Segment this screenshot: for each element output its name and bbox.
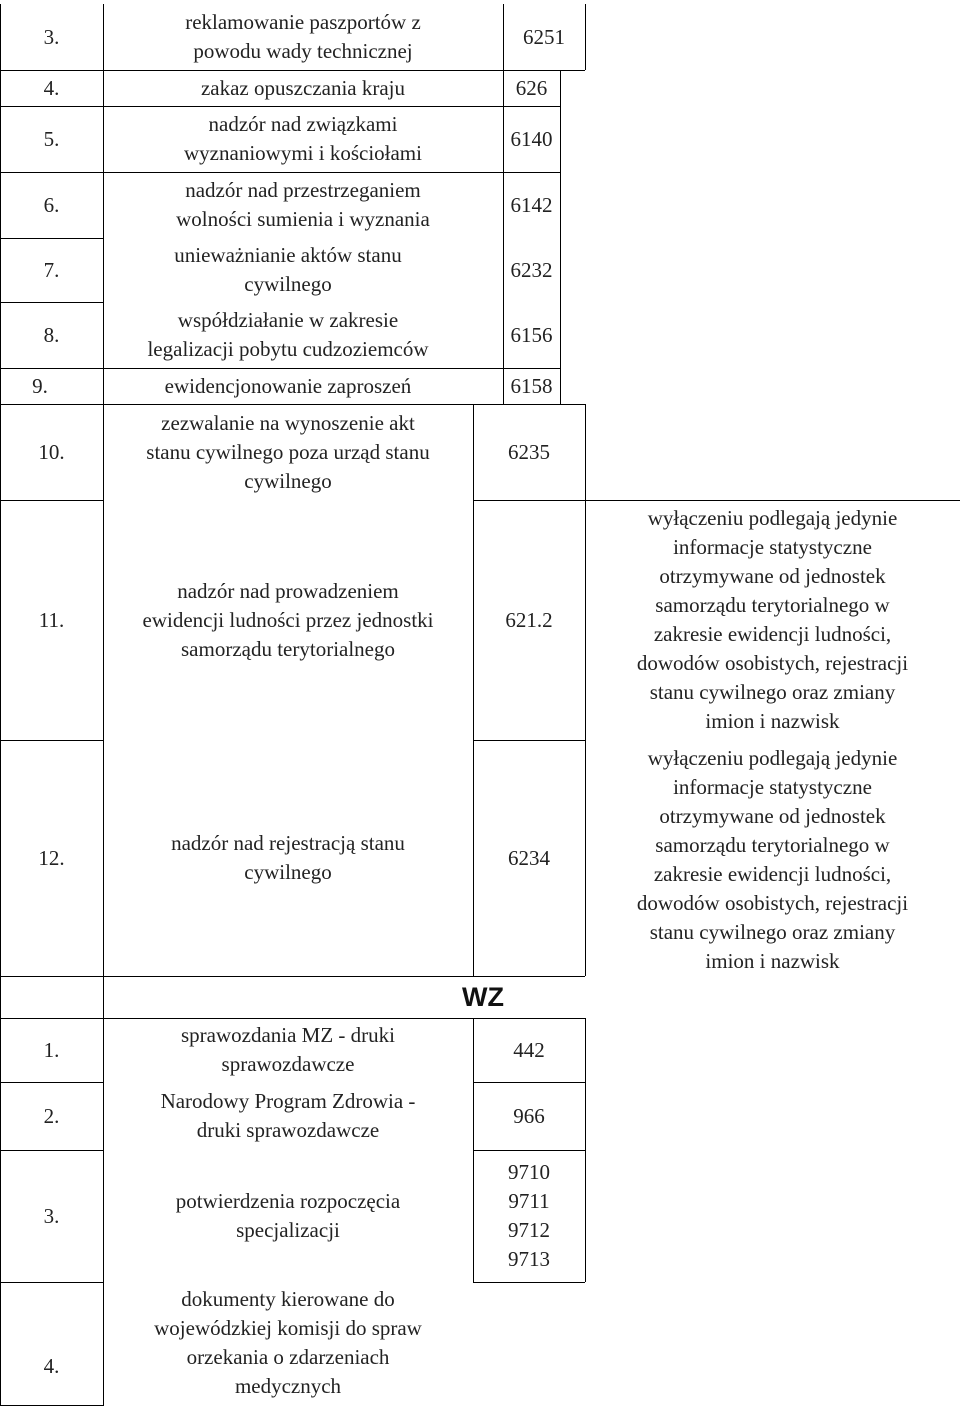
row-description: Narodowy Program Zdrowia - druki sprawozdawcze	[160, 1089, 416, 1142]
row-description: współdziałanie w zakresie legalizacji pobytu cudzoziemców	[147, 308, 429, 361]
row-code: 442	[513, 1037, 545, 1062]
row-code: 6235	[508, 439, 550, 464]
row-code: 9710 9711 9712 9713	[508, 1160, 550, 1271]
row-lp: 2.	[43, 1103, 60, 1128]
row-description: nadzór nad przestrzeganiem wolności sumienia i wyznania	[176, 178, 430, 231]
row-code: 621.2	[505, 607, 553, 632]
row-note: wyłączeniu podlegają jedynie informacje statystyczne otrzymywane od jednostek samorządu terytorialnego w zakresie ewidencji ludności, dowodów osobistych, rejestracji stanu cywilnego oraz zmiany imion i nazwisk	[636, 506, 909, 733]
row-description: unieważnianie aktów stanu cywilnego	[174, 243, 402, 296]
row-lp: 7.	[43, 257, 60, 282]
row-description: reklamowanie paszportów z powodu wady technicznej	[185, 10, 421, 63]
row-lp: 5.	[43, 126, 60, 151]
row-lp: 11.	[38, 607, 65, 632]
row-description: ewidencjonowanie zaproszeń	[164, 373, 412, 398]
row-lp: 3.	[43, 24, 60, 49]
row-lp: 6.	[43, 192, 60, 217]
row-code: 6232	[510, 257, 553, 282]
row-lp: 9.	[32, 373, 48, 398]
row-description: zakaz opuszczania kraju	[200, 75, 406, 100]
row-description: nadzór nad prowadzeniem ewidencji ludności przez jednostki samorządu terytorialnego	[142, 578, 434, 661]
row-code: 626	[515, 75, 548, 100]
row-code: 6140	[510, 126, 553, 151]
row-code: 6142	[510, 192, 553, 217]
row-code: 966	[513, 1103, 545, 1128]
row-description: nadzór nad związkami wyznaniowymi i kościołami	[184, 112, 422, 165]
row-lp: 10.	[38, 439, 65, 464]
row-description: nadzór nad rejestracją stanu cywilnego	[171, 831, 405, 884]
row-code: 6234	[508, 845, 550, 870]
row-description: zezwalanie na wynoszenie akt stanu cywilnego poza urząd stanu cywilnego	[146, 410, 430, 493]
row-description: sprawozdania MZ - druki sprawozdawcze	[180, 1023, 396, 1076]
section-header: WZ	[462, 981, 504, 1012]
row-description: potwierdzenia rozpoczęcia specjalizacji	[175, 1189, 401, 1242]
row-code: 6156	[510, 322, 553, 347]
row-code: 6158	[510, 373, 553, 398]
row-lp: 12.	[38, 845, 65, 870]
row-lp: 3.	[43, 1203, 60, 1228]
row-lp: 4.	[43, 75, 60, 100]
row-code: 6251	[523, 24, 565, 49]
row-lp: 1.	[43, 1037, 60, 1062]
row-lp: 8.	[43, 322, 60, 347]
row-description: dokumenty kierowane do wojewódzkiej komisji do spraw orzekania o zdarzeniach medycznych	[154, 1287, 422, 1398]
row-lp: 4.	[43, 1353, 60, 1378]
row-note: wyłączeniu podlegają jedynie informacje statystyczne otrzymywane od jednostek samorządu terytorialnego w zakresie ewidencji ludności, dowodów osobistych, rejestracji stanu cywilnego oraz zmiany imion i nazwisk	[636, 746, 909, 973]
